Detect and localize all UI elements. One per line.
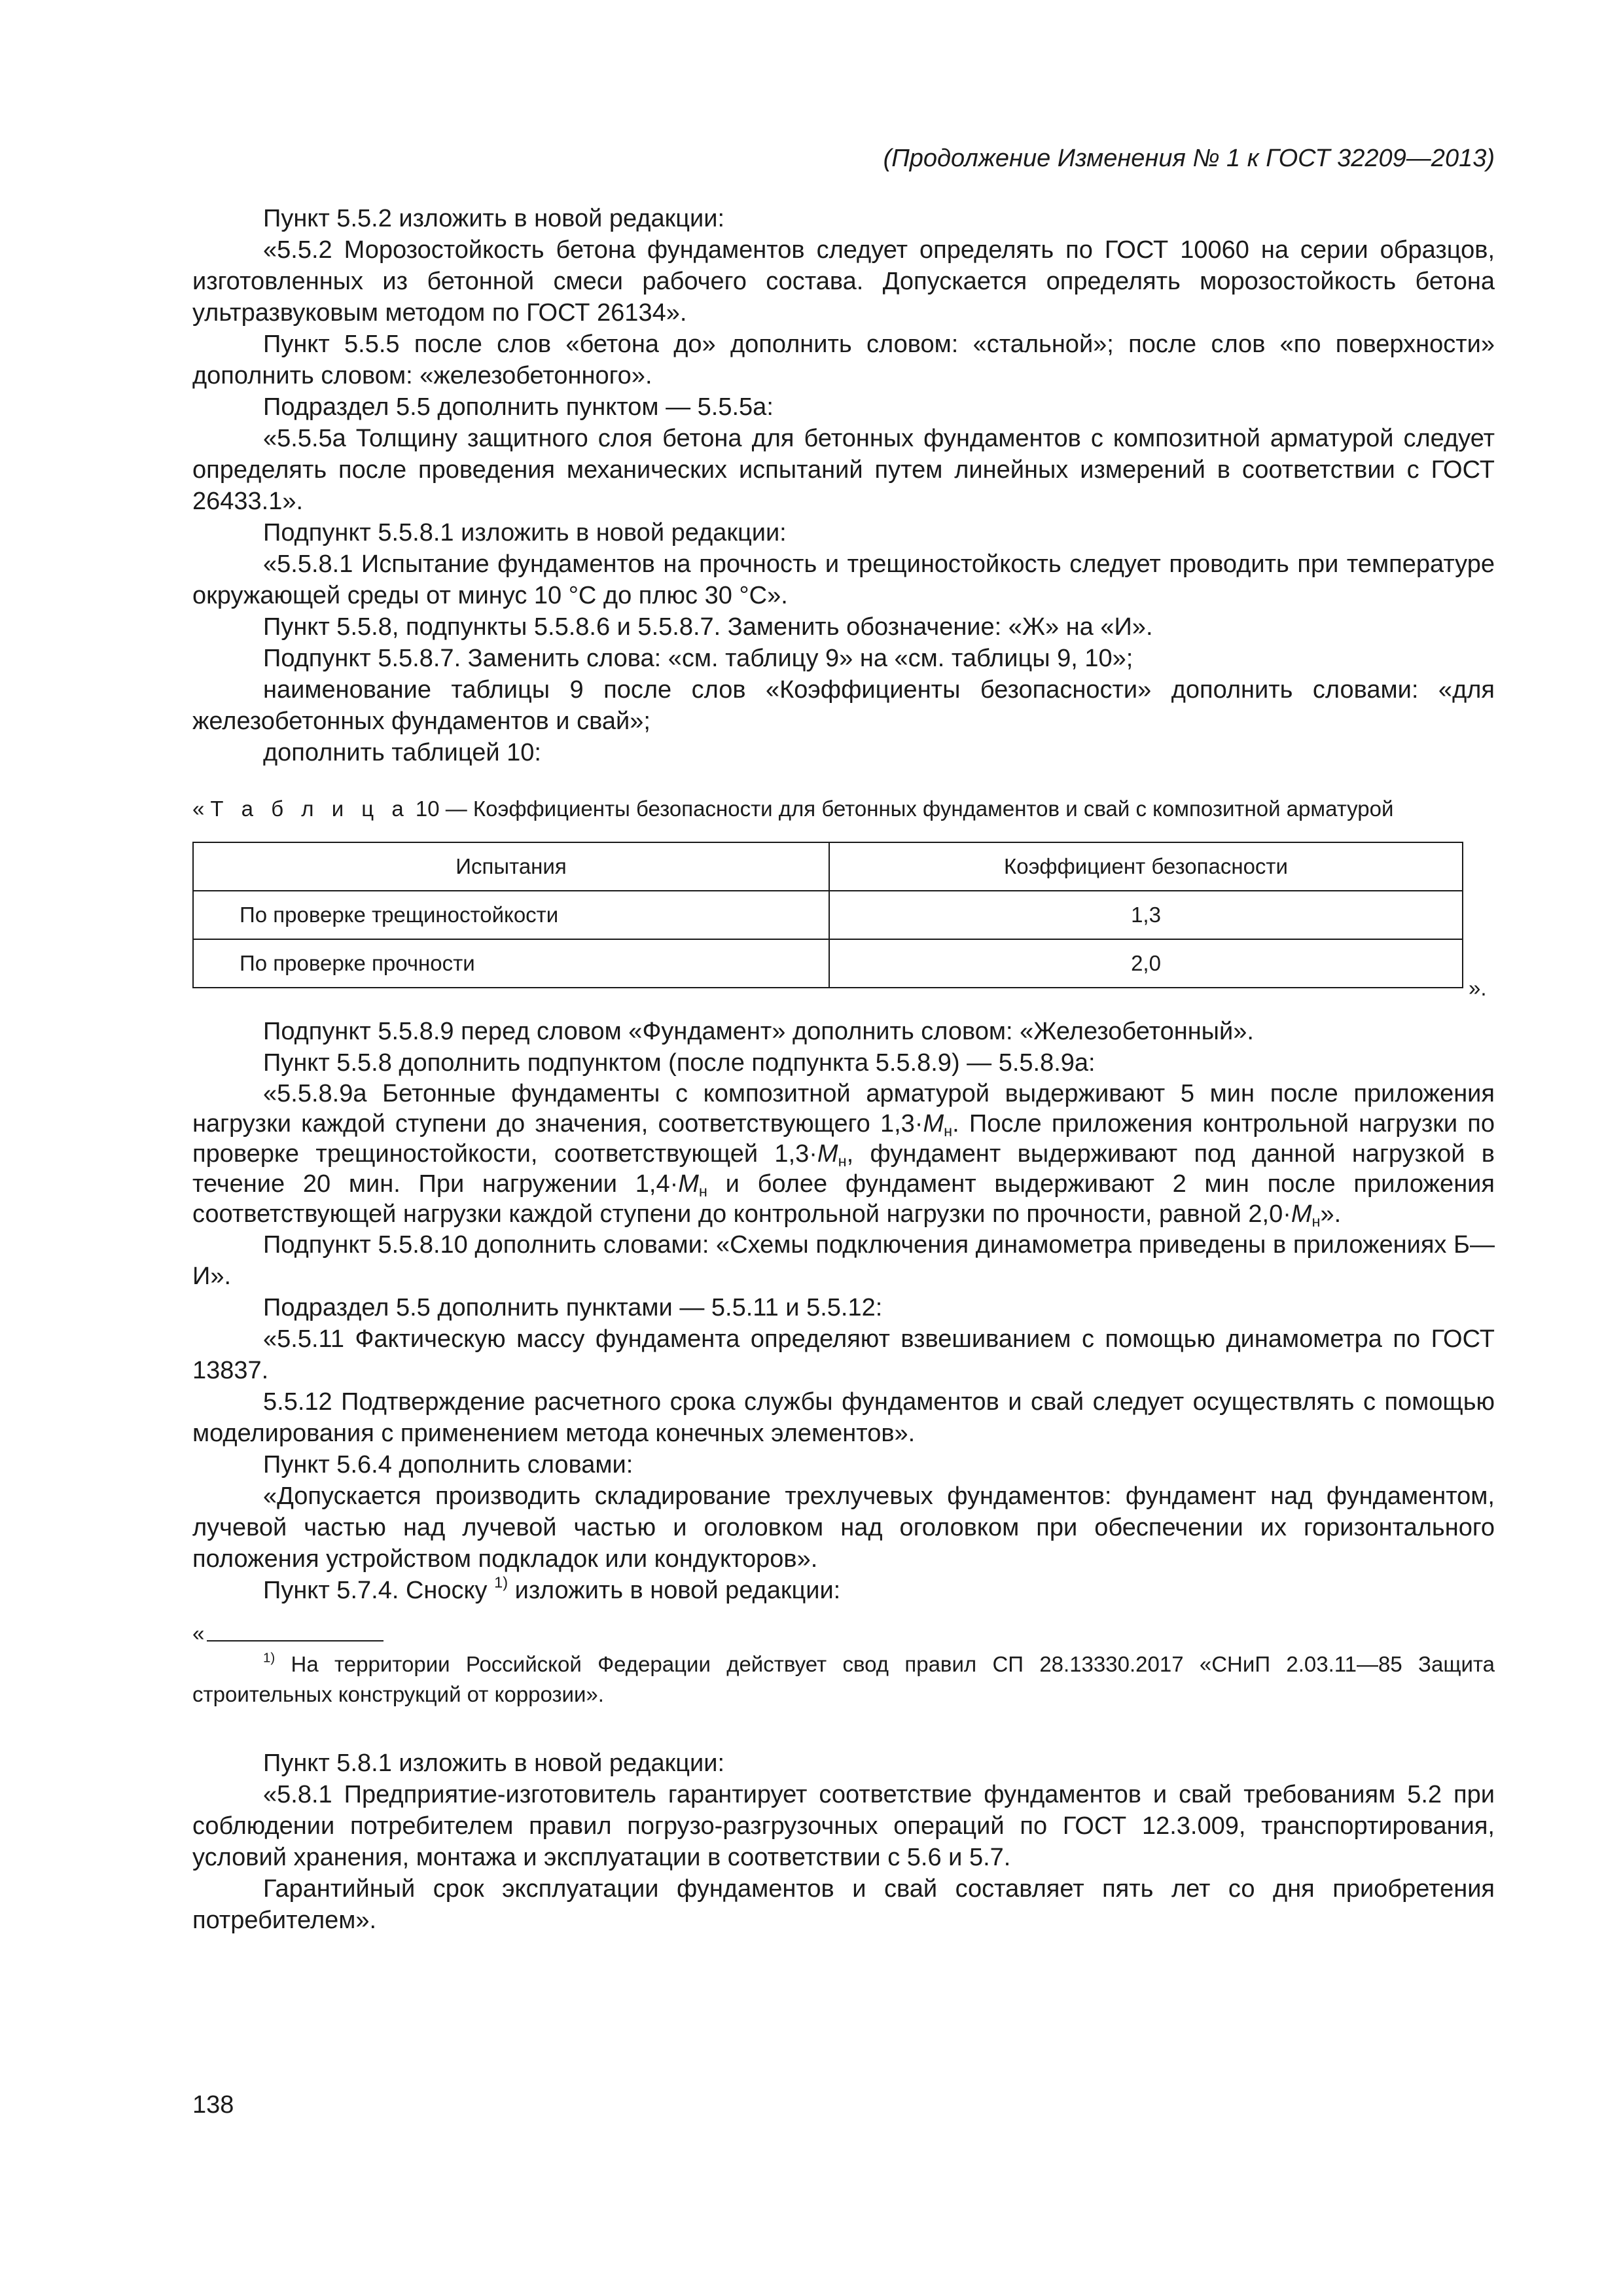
paragraph: «5.8.1 Предприятие-изготовитель гарантирует соответствие фундаментов и свай требованиям 5.2 при соблюдении потребителем правил погрузо-разгрузочных операций по ГОСТ 12.3.009, транспортирования, условий хранения, монтажа и эксплуатации в соответствии с 5.6 и 5.7. (192, 1781, 1495, 1871)
spacer (192, 1710, 1495, 1748)
text-run: Пункт 5.7.4. Сноску (263, 1577, 488, 1604)
symbol-m: M (678, 1170, 699, 1198)
table-cell: По проверке трещиностойкости (193, 891, 829, 939)
paragraph: наименование таблицы 9 после слов «Коэффициенты безопасности» дополнить словами: «для железобетонных фундаментов и свай»; (192, 676, 1495, 735)
footnote (192, 1649, 1495, 1710)
paragraph: Пункт 5.5.5 после слов «бетона до» дополнить словом: «стальной»; после слов «по поверхности» дополнить словом: «железобетонного». (192, 331, 1495, 389)
paragraph: «Допускается производить складирование трехлучевых фундаментов: фундамент над фундаментом, лучевой частью над лучевой частью и оголовком над оголовком при обеспечении их горизонтального положения устройством подкладок или кондукторов». (192, 1482, 1495, 1573)
text-run: и более фундамент выдерживают 2 мин после приложения соответствующей нагрузки каждой ступени до контрольной нагрузки по прочности, равной 2,0· (192, 1170, 1495, 1228)
paragraph (192, 1575, 1495, 1606)
paragraph (192, 1079, 1495, 1229)
paragraph: Подпункт 5.5.8.1 изложить в новой редакции: (263, 519, 787, 547)
paragraph: Пункт 5.6.4 дополнить словами: (263, 1451, 633, 1479)
symbol-m: M (817, 1140, 838, 1168)
table-cell: По проверке прочности (193, 939, 829, 988)
text-run: . После приложения контрольной нагрузки по проверке трещиностойкости, соответствующей 1,3· (192, 1110, 1495, 1168)
text-run: , фундамент выдерживают под данной нагрузкой в течение 20 мин. При нагружении 1,4· (192, 1140, 1495, 1198)
paragraph: 5.5.12 Подтверждение расчетного срока службы фундаментов и свай следует осуществлять с помощью моделирования с применением метода конечных элементов». (192, 1388, 1495, 1447)
paragraph: Подраздел 5.5 дополнить пунктами — 5.5.11 и 5.5.12: (263, 1294, 883, 1321)
symbol-subscript: н (698, 1183, 707, 1200)
table-caption-label: «Т а б л и ц а (192, 797, 410, 821)
table-cell: 1,3 (829, 891, 1463, 939)
table-caption-text: 10 — Коэффициенты безопасности для бетонных фундаментов и свай с композитной арматурой (415, 797, 1394, 821)
table-header-row (193, 842, 1463, 891)
symbol-subscript: н (944, 1122, 953, 1140)
continuation-header: (Продолжение Изменения № 1 к ГОСТ 32209—2013) (883, 145, 1495, 172)
paragraph: Подраздел 5.5 дополнить пунктом — 5.5.5а: (263, 393, 774, 421)
paragraph: Подпункт 5.5.8.9 перед словом «Фундамент» дополнить словом: «Железобетонный». (263, 1018, 1254, 1045)
page-number: 138 (192, 2091, 234, 2119)
paragraph: дополнить таблицей 10: (263, 739, 541, 766)
symbol-subscript: н (1311, 1213, 1321, 1230)
table-header-cell: Коэффициент безопасности (829, 842, 1463, 891)
paragraph: Гарантийный срок эксплуатации фундаментов и свай составляет пять лет со дня приобретения потребителем». (192, 1875, 1495, 1934)
paragraph: «5.5.5а Толщину защитного слоя бетона для бетонных фундаментов с композитной арматурой следует определять после проведения механических испытаний путем линейных измерений в соответствии с ГОСТ 26433.1». (192, 425, 1495, 515)
paragraph: Пункт 5.8.1 изложить в новой редакции: (263, 1749, 725, 1777)
document-body (192, 203, 1495, 1936)
table-container (192, 842, 1495, 1000)
paragraph: «5.5.8.1 Испытание фундаментов на прочность и трещиностойкость следует проводить при температуре окружающей среды от минус 10 °С до плюс 30 °С». (192, 550, 1495, 609)
paragraph: Подпункт 5.5.8.7. Заменить слова: «см. таблицу 9» на «см. таблицы 9, 10»; (263, 645, 1133, 672)
safety-factor-table (192, 842, 1463, 988)
footnote-text: На территории Российской Федерации действует свод правил СП 28.13330.2017 «СНиП 2.03.11—85 Защита строительных конструкций от коррозии». (192, 1652, 1495, 1706)
footnote-separator (192, 1621, 1495, 1648)
text-run: изложить в новой редакции: (514, 1577, 841, 1604)
table-closing-quote: ». (1469, 976, 1487, 1000)
paragraph: «5.5.2 Морозостойкость бетона фундаментов следует определять по ГОСТ 10060 на серии образцов, изготовленных из бетонной смеси рабочего состава. Допускается определять морозостойкость бетона ультразвуковым методом по ГОСТ 26134». (192, 236, 1495, 327)
table-row (193, 891, 1463, 939)
paragraph: «5.5.11 Фактическую массу фундамента определяют взвешиванием с помощью динамометра по ГОСТ 13837. (192, 1325, 1495, 1384)
paragraph: Пункт 5.5.8 дополнить подпунктом (после подпункта 5.5.8.9) — 5.5.8.9а: (263, 1049, 1096, 1077)
table-caption (192, 793, 1495, 825)
table-cell: 2,0 (829, 939, 1463, 988)
symbol-m: M (1291, 1200, 1312, 1228)
paragraph: Пункт 5.5.2 изложить в новой редакции: (263, 205, 725, 232)
table-row (193, 939, 1463, 988)
table-header-cell: Испытания (193, 842, 829, 891)
symbol-m: M (923, 1110, 944, 1138)
paragraph: Подпункт 5.5.8.10 дополнить словами: «Схемы подключения динамометра приведены в приложениях Б—И». (192, 1231, 1495, 1290)
text-run: ». (1320, 1200, 1342, 1228)
footnote-marker: 1) (263, 1650, 276, 1666)
text-run: «5.5.8.9а Бетонные фундаменты с композитной арматурой выдерживают 5 мин после приложения нагрузки каждой ступени до значения, соответствующего 1,3· (192, 1080, 1495, 1138)
footnote-rule (207, 1640, 383, 1641)
footnote-open-quote: « (192, 1621, 205, 1645)
footnote-ref: 1) (494, 1573, 508, 1591)
symbol-subscript: н (838, 1153, 847, 1170)
paragraph: Пункт 5.5.8, подпункты 5.5.8.6 и 5.5.8.7. Заменить обозначение: «Ж» на «И». (263, 613, 1153, 641)
